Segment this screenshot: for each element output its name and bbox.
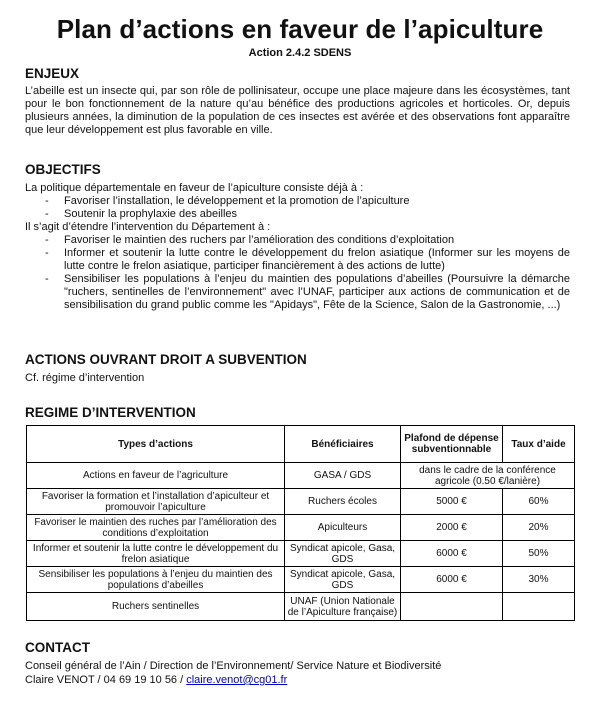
cell-beneficiaires: UNAF (Union Nationale de l’Apiculture française) [285,593,401,621]
table-header-row [27,426,575,463]
cell-plafond: 6000 € [401,541,503,567]
list-item: - Sensibiliser les populations à l’enjeu du maintien des populations d’abeilles (Poursuivre la démarche "ruchers, sentinelles de l’environnement" avec l’UNAF, participer aux actions de communication et de sensibilisation du grand public comme les "Apidays", Fête de la Science, Salon de la Gastronomie, ...) [45,273,570,311]
cell-beneficiaires: Syndicat apicole, Gasa, GDS [285,567,401,593]
page-title: Plan d’actions en faveur de l’apiculture [56,14,544,44]
regime-heading: REGIME D’INTERVENTION [25,405,196,420]
column-header-types: Types d’actions [27,426,285,463]
table-row [27,593,575,621]
page-subtitle: Action 2.4.2 SDENS [248,47,352,59]
contact-heading: CONTACT [25,640,90,655]
objectifs-list-1 [25,195,570,221]
contact-name-phone: Claire VENOT / 04 69 19 10 56 / [25,674,187,686]
column-header-taux: Taux d’aide [503,426,575,463]
table-row [27,489,575,515]
actions-text: Cf. régime d’intervention [25,372,145,384]
cell-beneficiaires: Apiculteurs [285,515,401,541]
column-header-plafond: Plafond de dépense subventionnable [401,426,503,463]
cell-plafond: 6000 € [401,567,503,593]
actions-heading: ACTIONS OUVRANT DROIT A SUBVENTION [25,352,307,367]
cell-plafond: dans le cadre de la conférence agricole (0.50 €/lanière) [401,463,575,489]
table-row [27,463,575,489]
objectifs-intro-2: Il s’agit d’étendre l’intervention du Département à : [25,221,271,233]
table-row [27,567,575,593]
cell-taux [503,593,575,621]
cell-type: Informer et soutenir la lutte contre le développement du frelon asiatique [27,541,285,567]
regime-table [26,425,575,621]
cell-taux: 20% [503,515,575,541]
cell-beneficiaires: Syndicat apicole, Gasa, GDS [285,541,401,567]
contact-line-2 [25,674,287,687]
cell-taux: 30% [503,567,575,593]
cell-beneficiaires: Ruchers écoles [285,489,401,515]
cell-plafond: 5000 € [401,489,503,515]
cell-type: Favoriser la formation et l’installation d’apiculteur et promouvoir l’apiculture [27,489,285,515]
list-item: - Informer et soutenir la lutte contre le développement du frelon asiatique (Informer sur les moyens de lutte contre le frelon asiatique, participer financièrement à des actions de lutte) [45,247,570,272]
list-item: - Favoriser l’installation, le développement et la promotion de l’apiculture [45,195,410,207]
objectifs-list-2 [25,234,570,312]
cell-type: Sensibiliser les populations à l’enjeu du maintien des populations d’abeilles [27,567,285,593]
enjeux-text: L’abeille est un insecte qui, par son rôle de pollinisateur, occupe une place majeure dans les écosystèmes, tant pour le bon fonctionnement de la nature qu’au bénéfice des productions agricoles et horticoles. Or, depuis plusieurs années, la diminution de la population de ces insectes est avérée et des observations font apparaître que leur développement est plus favorable en ville. [25,85,570,136]
cell-plafond [401,593,503,621]
cell-beneficiaires: GASA / GDS [285,463,401,489]
cell-type: Favoriser le maintien des ruches par l’amélioration des conditions d’exploitation [27,515,285,541]
contact-line-1: Conseil général de l’Ain / Direction de l’Environnement/ Service Nature et Biodiversité [25,660,442,672]
objectifs-heading: OBJECTIFS [25,162,101,177]
list-item: - Favoriser le maintien des ruchers par l’amélioration des conditions d’exploitation [45,234,455,246]
column-header-beneficiaires: Bénéficiaires [285,426,401,463]
table-row [27,541,575,567]
enjeux-heading: ENJEUX [25,66,80,81]
objectifs-intro-1: La politique départementale en faveur de l’apiculture consiste déjà à : [25,182,364,194]
contact-email-link[interactable]: claire.venot@cg01.fr [186,674,288,686]
cell-taux: 60% [503,489,575,515]
cell-plafond: 2000 € [401,515,503,541]
cell-type: Ruchers sentinelles [27,593,285,621]
cell-type: Actions en faveur de l’agriculture [27,463,285,489]
cell-taux: 50% [503,541,575,567]
list-item: - Soutenir la prophylaxie des abeilles [45,208,238,220]
table-row [27,515,575,541]
